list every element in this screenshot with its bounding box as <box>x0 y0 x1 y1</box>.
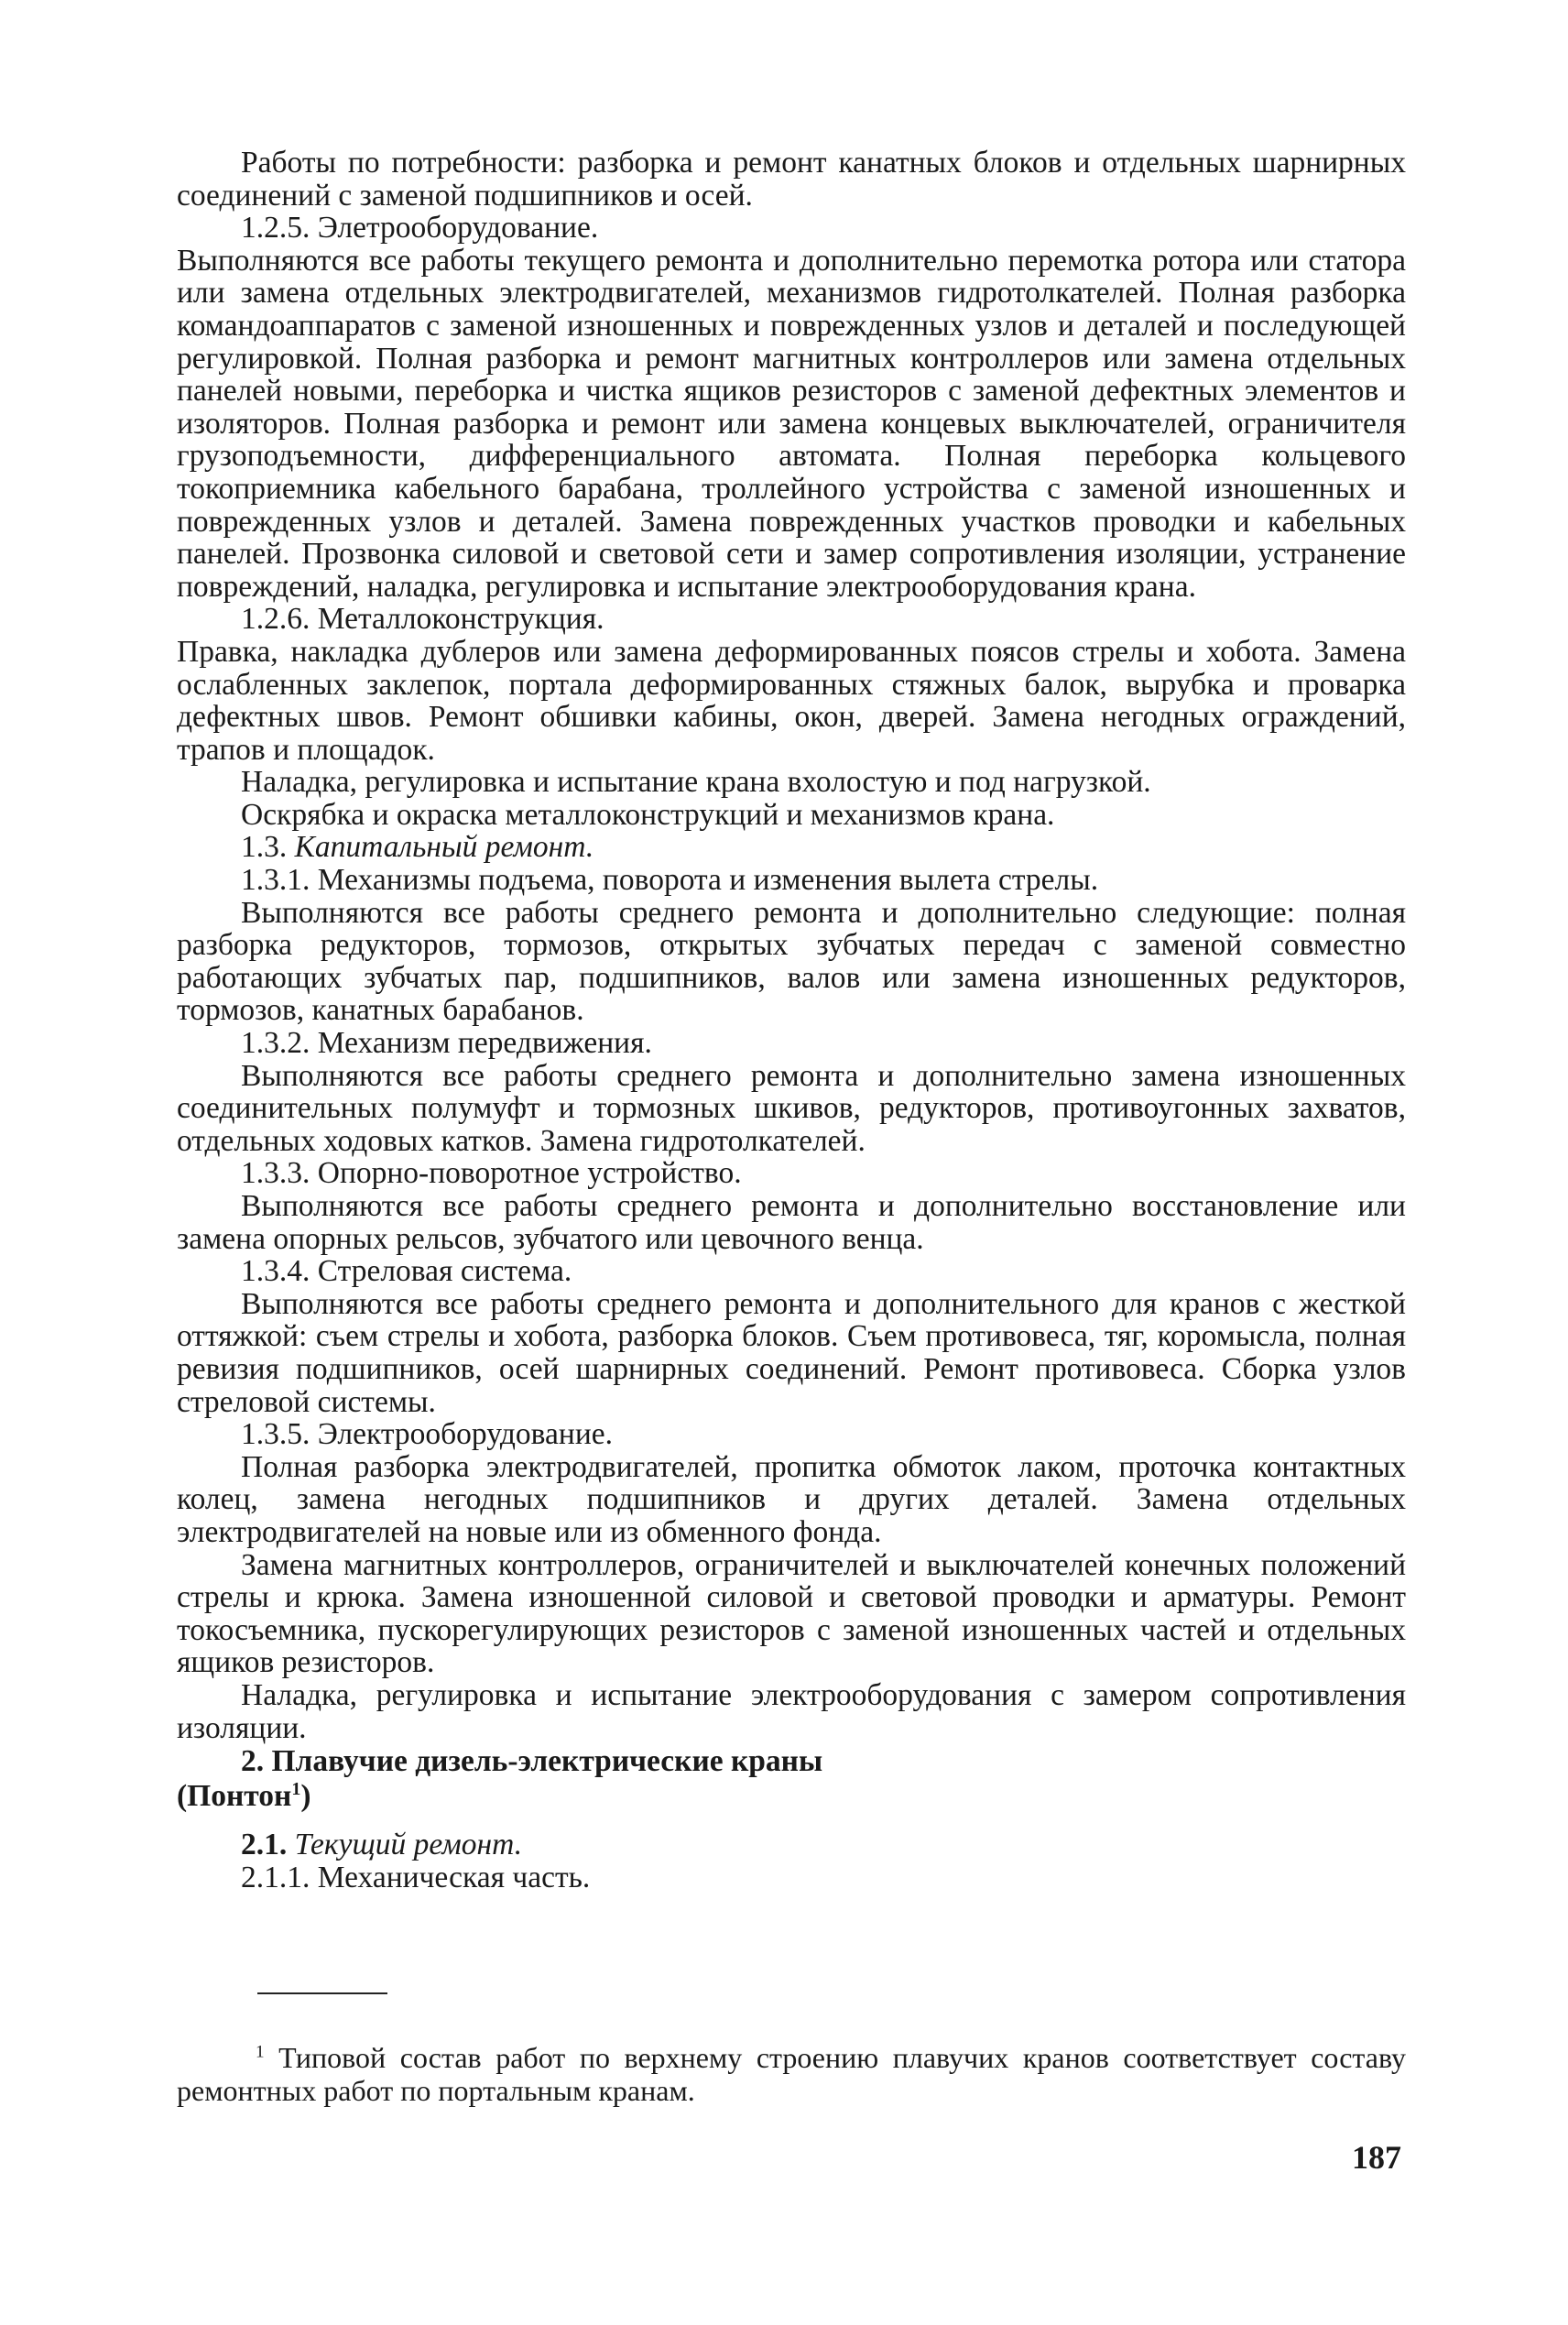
paragraph: 1.3.2. Механизм передвижения. <box>241 1026 652 1061</box>
paragraph: Работы по потребности: разборка и ремонт канатных блоков и отдельных шарнирных соединений с заменой подшипников и осей. <box>177 146 1406 213</box>
paragraph: 1.3.5. Электрооборудование. <box>241 1417 614 1452</box>
section-1-3-title: Капитальный ремонт. <box>294 830 594 865</box>
paragraph: Замена магнитных контроллеров, ограничителей и выключателей конечных положений стрелы и крюка. Замена изношенной силовой и световой проводки и арматуры. Ремонт токосъемника, пускорегулирующих резисторов с заменой изношенных частей и отдельных ящиков резисторов. <box>177 1547 1406 1680</box>
section-1-3-number: 1.3. <box>241 830 295 865</box>
section-2-1-block <box>177 1828 1406 1894</box>
paragraph: Полная разборка электродвигателей, пропитка обмоток лаком, проточка контактных колец, замена негодных подшипников и других деталей. Замена отдельных электродвигателей на новые или из обменного фонда. <box>177 1449 1406 1549</box>
section-2-title <box>177 1744 1406 1814</box>
section-2-title-line1: 2. Плавучие дизель-электрические краны <box>241 1744 823 1779</box>
paragraph: Выполняются все работы среднего ремонта и дополнительного для кранов с жесткой оттяжкой: съем стрелы и хобота, разборка блоков. Съем противовеса, тяг, коромысла, полная ревизия подшипников, осей шарнирных соединений. Ремонт противовеса. Сборка узлов стреловой системы. <box>177 1286 1406 1419</box>
section-2-1-title: Текущий ремонт. <box>294 1828 523 1862</box>
section-2-1-1-heading: 2.1.1. Механическая часть. <box>241 1860 591 1894</box>
paragraph: 1.3.3. Опорно-поворотное устройство. <box>241 1156 742 1191</box>
paragraph: 1.2.6. Металлоконструкция. <box>241 602 604 637</box>
section-2-title-line2-end: ) <box>300 1779 311 1814</box>
section-2-title-line2: (Понтон <box>177 1779 292 1814</box>
paragraph: Выполняются все работы среднего ремонта и дополнительно замена изношенных соединительных полумуфт и тормозных шкивов, редукторов, противоугонных захватов, отдельных ходовых катков. Замена гидротолкателей. <box>177 1058 1406 1158</box>
page-body <box>177 147 1406 1894</box>
footnote <box>177 2041 1406 2107</box>
paragraph: Правка, накладка дублеров или замена деформированных поясов стрелы и хобота. Замена ослабленных заклепок, портала деформированных стяжных балок, вырубка и проварка дефектных швов. Ремонт обшивки кабины, окон, дверей. Замена негодных ограждений, трапов и площадок. <box>177 634 1406 767</box>
paragraph: Выполняются все работы текущего ремонта и дополнительно перемотка ротора или статора или замена отдельных электродвигателей, механизмов гидротолкателей. Полная разборка командоаппаратов с заменой изношенных и поврежденных узлов и деталей и последующей регулировкой. Полная разборка и ремонт магнитных контроллеров или замена отдельных панелей новыми, переборка и чистка ящиков резисторов с заменой дефектных элементов и изоляторов. Полная разборка и ремонт или замена концевых выключателей, ограничителя грузоподъемности, дифференциального автомата. Полная переборка кольцевого токоприемника кабельного барабана, троллейного устройства с заменой изношенных и поврежденных узлов и деталей. Замена поврежденных участков проводки и кабельных панелей. Прозвонка силовой и световой сети и замер сопротивления изоляции, устранение повреждений, наладка, регулировка и испытание электрооборудования крана. <box>177 243 1406 604</box>
section-2-footnote-mark: 1 <box>291 1778 301 1799</box>
paragraph: Выполняются все работы среднего ремонта и дополнительно следующие: полная разборка редукторов, тормозов, открытых зубчатых передач с заменой совместно работающих зубчатых пар, подшипников, валов или замена изношенных редукторов, тормозов, канатных барабанов. <box>177 895 1406 1028</box>
section-2-1-heading <box>177 1828 1406 1861</box>
section-1-3-heading <box>177 831 1406 864</box>
paragraph: 1.3.1. Механизмы подъема, поворота и изменения вылета стрелы. <box>241 863 1099 898</box>
paragraph: 1.2.5. Элетрооборудование. <box>241 211 599 246</box>
section-2-1-number: 2.1. <box>241 1828 295 1862</box>
paragraph: Наладка, регулировка и испытание крана вхолостую и под нагрузкой. <box>241 765 1151 800</box>
footnote-text: Типовой состав работ по верхнему строению плавучих кранов соответствует составу ремонтных работ по портальным кранам. <box>177 2041 1406 2107</box>
footnote-divider <box>257 1992 387 1994</box>
paragraph: Выполняются все работы среднего ремонта и дополнительно восстановление или замена опорных рельсов, зубчатого или цевочного венца. <box>177 1189 1406 1256</box>
footnote-mark: 1 <box>256 2042 265 2062</box>
paragraphs-capital <box>177 864 1406 1744</box>
paragraph: Наладка, регулировка и испытание электрооборудования с замером сопротивления изоляции. <box>177 1677 1406 1745</box>
page-number: 187 <box>1352 2139 1401 2176</box>
paragraphs-top <box>177 147 1406 831</box>
paragraph: Оскрябка и окраска металлоконструкций и механизмов крана. <box>241 797 1055 832</box>
paragraph: 1.3.4. Стреловая система. <box>241 1254 572 1289</box>
